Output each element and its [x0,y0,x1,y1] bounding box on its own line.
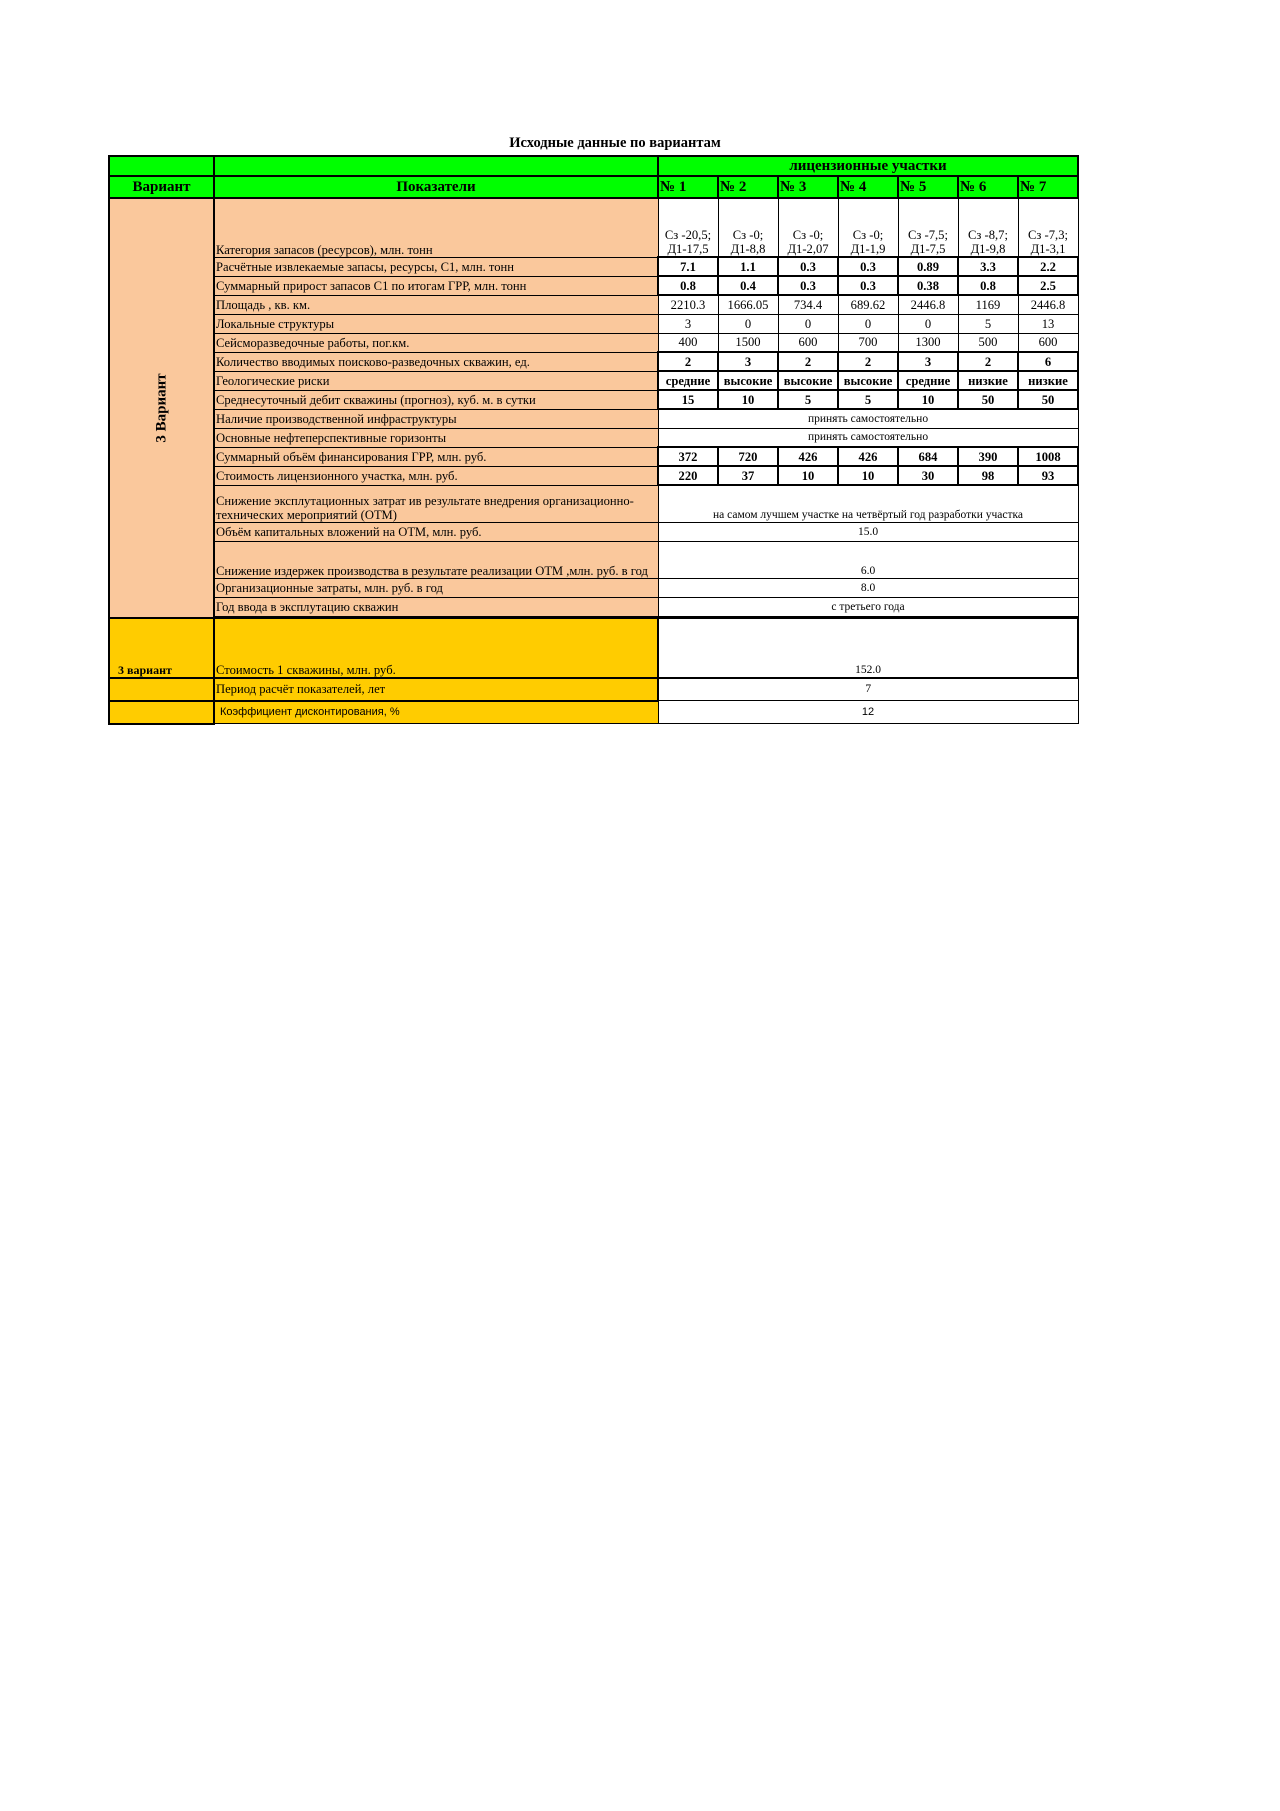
area-3: 734.4 [778,295,838,314]
recoverable-2: 1.1 [718,257,778,276]
financing-7: 1008 [1018,447,1078,466]
flow-7: 50 [1018,390,1078,409]
flow-2: 10 [718,390,778,409]
category-cell-5 [898,198,958,257]
recoverable-7: 2.2 [1018,257,1078,276]
wells-7: 6 [1018,352,1078,371]
category-cell-1 [658,198,718,257]
flow-5: 10 [898,390,958,409]
indicators-header: Показатели [214,176,658,198]
area-2: 1666.05 [718,295,778,314]
recoverable-1: 7.1 [658,257,718,276]
row-label-category: Категория запасов (ресурсов), млн. тонн [214,198,658,257]
section2-variant-filler [109,701,214,724]
row-label-cost-reduction: Снижение издержек производства в результате реализации ОТМ ,млн. руб. в год [214,541,658,578]
growth-5: 0.38 [898,276,958,295]
area-1: 2210.3 [658,295,718,314]
row-label-horizons: Основные нефтеперспективные горизонты [214,428,658,447]
license-cost-6: 98 [958,466,1018,485]
seismic-1: 400 [658,333,718,352]
seismic-2: 1500 [718,333,778,352]
recoverable-3: 0.3 [778,257,838,276]
growth-4: 0.3 [838,276,898,295]
license-cost-5: 30 [898,466,958,485]
area-header-2: № 2 [718,176,778,198]
area-header-5: № 5 [898,176,958,198]
wells-6: 2 [958,352,1018,371]
structures-7: 13 [1018,314,1078,333]
financing-6: 390 [958,447,1018,466]
flow-4: 5 [838,390,898,409]
license-cost-4: 10 [838,466,898,485]
category-bottom-7: Д1-3,1 [1030,242,1066,256]
wells-1: 2 [658,352,718,371]
opex-reduction-value: на самом лучшем участке на четвёртый год разработки участка [658,485,1078,522]
growth-3: 0.3 [778,276,838,295]
section2-variant-label: 3 вариант [109,618,214,678]
category-bottom-4: Д1-1,9 [850,242,886,256]
area-header-3: № 3 [778,176,838,198]
seismic-4: 700 [838,333,898,352]
horizons-value: принять самостоятельно [658,428,1078,447]
risks-4: высокие [838,371,898,390]
category-top-5: Сз -7,5; [908,228,948,242]
indicators-header-top [214,156,658,176]
growth-2: 0.4 [718,276,778,295]
financing-3: 426 [778,447,838,466]
row-label-flow: Среднесуточный дебит скважины (прогноз), куб. м. в сутки [214,390,658,409]
commissioning-value: с третьего года [658,597,1078,616]
area-4: 689.62 [838,295,898,314]
section2-variant-filler [109,678,214,701]
financing-5: 684 [898,447,958,466]
row-label-well-cost: Стоимость 1 скважины, млн. руб. [214,618,658,678]
seismic-5: 1300 [898,333,958,352]
wells-4: 2 [838,352,898,371]
risks-7: низкие [1018,371,1078,390]
structures-5: 0 [898,314,958,333]
row-label-period: Период расчёт показателей, лет [214,678,658,701]
sheet-title: Исходные данные по вариантам [509,135,721,151]
flow-1: 15 [658,390,718,409]
category-cell-7 [1018,198,1078,257]
category-top-7: Сз -7,3; [1028,228,1068,242]
risks-5: средние [898,371,958,390]
category-cell-3 [778,198,838,257]
growth-6: 0.8 [958,276,1018,295]
category-cell-6 [958,198,1018,257]
category-bottom-5: Д1-7,5 [910,242,946,256]
financing-2: 720 [718,447,778,466]
recoverable-4: 0.3 [838,257,898,276]
capex-otm-value: 15.0 [658,522,1078,541]
growth-1: 0.8 [658,276,718,295]
infrastructure-value: принять самостоятельно [658,409,1078,428]
area-header-7: № 7 [1018,176,1078,198]
category-bottom-2: Д1-8,8 [730,242,766,256]
row-label-discount: Коэффициент дисконтирования, % [214,701,658,724]
row-label-license-cost: Стоимость лицензионного участка, млн. руб. [214,466,658,485]
category-cell-4 [838,198,898,257]
discount-value: 12 [658,701,1078,724]
seismic-6: 500 [958,333,1018,352]
variant-header: Вариант [109,176,214,198]
row-label-infrastructure: Наличие производственной инфраструктуры [214,409,658,428]
row-label-capex-otm: Объём капитальных вложений на ОТМ, млн. руб. [214,522,658,541]
financing-1: 372 [658,447,718,466]
structures-1: 3 [658,314,718,333]
risks-6: низкие [958,371,1018,390]
row-label-area: Площадь , кв. км. [214,295,658,314]
cost-reduction-value: 6.0 [658,541,1078,578]
category-top-1: Сз -20,5; [664,228,712,242]
flow-3: 5 [778,390,838,409]
category-bottom-3: Д1-2,07 [787,242,829,256]
row-label-structures: Локальные структуры [214,314,658,333]
risks-1: средние [658,371,718,390]
structures-2: 0 [718,314,778,333]
area-6: 1169 [958,295,1018,314]
row-label-growth: Суммарный прирост запасов С1 по итогам ГРР, млн. тонн [214,276,658,295]
row-label-seismic: Сейсморазведочные работы, пог.км. [214,333,658,352]
section-variant-label [109,198,214,618]
flow-6: 50 [958,390,1018,409]
seismic-3: 600 [778,333,838,352]
growth-7: 2.5 [1018,276,1078,295]
wells-5: 3 [898,352,958,371]
licensed-areas-header: лицензионные участки [658,156,1078,176]
structures-4: 0 [838,314,898,333]
row-label-org-costs: Организационные затраты, млн. руб. в год [214,578,658,597]
org-costs-value: 8.0 [658,578,1078,597]
recoverable-6: 3.3 [958,257,1018,276]
area-header-4: № 4 [838,176,898,198]
license-cost-2: 37 [718,466,778,485]
financing-4: 426 [838,447,898,466]
category-bottom-6: Д1-9,8 [970,242,1006,256]
structures-3: 0 [778,314,838,333]
period-value: 7 [658,678,1078,701]
variant-header-top [109,156,214,176]
category-bottom-1: Д1-17,5 [667,242,709,256]
variant-vertical-label: 3 Вариант [153,373,170,443]
category-top-4: Сз -0; [852,228,884,242]
area-7: 2446.8 [1018,295,1078,314]
area-header-6: № 6 [958,176,1018,198]
area-5: 2446.8 [898,295,958,314]
area-header-1: № 1 [658,176,718,198]
category-cell-2 [718,198,778,257]
license-cost-3: 10 [778,466,838,485]
row-label-recoverable: Расчётные извлекаемые запасы, ресурсы, С1, млн. тонн [214,257,658,276]
risks-2: высокие [718,371,778,390]
wells-2: 3 [718,352,778,371]
license-cost-1: 220 [658,466,718,485]
category-top-6: Сз -8,7; [968,228,1008,242]
row-label-financing: Суммарный объём финансирования ГРР, млн. руб. [214,447,658,466]
category-top-3: Сз -0; [792,228,824,242]
wells-3: 2 [778,352,838,371]
seismic-7: 600 [1018,333,1078,352]
row-label-risks: Геологические риски [214,371,658,390]
recoverable-5: 0.89 [898,257,958,276]
structures-6: 5 [958,314,1018,333]
data-table [108,155,1079,725]
license-cost-7: 93 [1018,466,1078,485]
well-cost-value: 152.0 [658,618,1078,678]
category-top-2: Сз -0; [732,228,764,242]
risks-3: высокие [778,371,838,390]
row-label-wells: Количество вводимых поисково-разведочных скважин, ед. [214,352,658,371]
row-label-commissioning: Год ввода в эксплутацию скважин [214,597,658,616]
row-label-opex-reduction: Снижение эксплутационных затрат ив результате внедрения организационно-технических мероприятий (ОТМ) [214,485,658,522]
